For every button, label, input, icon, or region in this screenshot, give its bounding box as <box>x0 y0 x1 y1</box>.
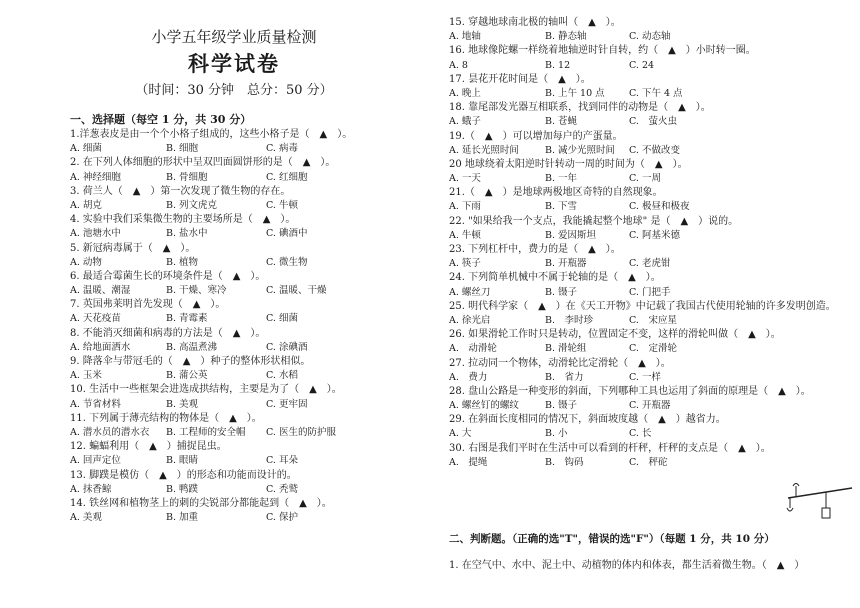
question-text: 13. 脚蹼是模仿（ ▲ ）的形态和功能而设计的。 <box>70 469 297 481</box>
option-a[interactable]: A. 徐光启 <box>449 314 491 326</box>
answer-options <box>449 172 854 186</box>
answer-options <box>70 284 420 298</box>
option-c[interactable]: C. 宋应星 <box>629 314 677 326</box>
answer-options <box>449 30 854 44</box>
option-c[interactable]: C. 红细胞 <box>266 171 308 183</box>
option-a[interactable]: A. 地轴 <box>449 31 481 43</box>
question-text: 30. 右图是我们平时在生活中可以看到的杆秤，杆秤的支点是（ ▲ ）。 <box>449 442 771 454</box>
option-b[interactable]: B. 细胞 <box>166 143 199 155</box>
option-a[interactable]: A. 神经细胞 <box>70 171 121 183</box>
answer-options <box>449 115 854 129</box>
option-a[interactable]: A. 蛾子 <box>449 116 481 128</box>
option-a[interactable]: A. 细菌 <box>70 143 102 155</box>
answer-options <box>449 314 854 328</box>
option-b[interactable]: B. 下雪 <box>545 201 578 213</box>
option-b[interactable]: B. 高温煮沸 <box>166 341 218 353</box>
option-a[interactable]: A. 动滑轮 <box>449 343 497 355</box>
question-text: 27. 拉动同一个物体，动滑轮比定滑轮（ ▲ ）。 <box>449 357 671 369</box>
question-text: 8. 不能消灭细菌和病毒的方法是（ ▲ ）。 <box>70 327 266 339</box>
option-c[interactable]: C. 耳朵 <box>266 455 298 467</box>
option-a[interactable]: A. 潜水员的潜水衣 <box>70 426 150 438</box>
option-a[interactable]: A. 螺丝钉的螺纹 <box>449 400 519 412</box>
option-b[interactable]: B. 李时珍 <box>545 314 594 326</box>
option-a[interactable]: A. 美观 <box>70 512 102 524</box>
option-c[interactable]: C. 涂碘酒 <box>266 341 308 353</box>
question-text: 11. 下列属于薄壳结构的物体是（ ▲ ）。 <box>70 412 262 424</box>
section-heading: 一、选择题（每空 1 分，共 30 分） <box>70 113 252 126</box>
option-a[interactable]: A. 胡克 <box>70 199 102 211</box>
answer-options <box>449 427 854 441</box>
question-text: 24. 下列简单机械中不属于轮轴的是（ ▲ ）。 <box>449 272 661 284</box>
option-b[interactable]: B. 省力 <box>545 371 584 383</box>
option-a[interactable]: A. 延长光照时间 <box>449 144 519 156</box>
question-text: 1.洋葱表皮是由一个个小格子组成的，这些小格子是（ ▲ ）。 <box>70 129 353 140</box>
option-b[interactable]: B. 美观 <box>166 398 199 410</box>
question-text: 2. 在下列人体细胞的形状中呈双凹面圆饼形的是（ ▲ ）。 <box>70 157 336 169</box>
option-c[interactable]: C. 一样 <box>629 371 661 383</box>
option-c[interactable]: C. 定滑轮 <box>629 343 677 355</box>
question-text: 28. 盘山公路是一种变形的斜面，下列哪种工具也运用了斜面的原理是（ ▲ ）。 <box>449 385 811 397</box>
question-text: 29. 在斜面长度相同的情况下，斜面坡度越（ ▲ ）越省力。 <box>449 414 726 426</box>
option-c[interactable]: C. 更牢固 <box>266 398 308 410</box>
exam-meta: （时间：30 分钟 总分：50 分） <box>135 83 333 98</box>
answer-options <box>70 369 420 383</box>
question-text: 3. 荷兰人（ ▲ ）第一次发现了微生物的存在。 <box>70 185 291 197</box>
answer-options <box>449 456 854 470</box>
option-a[interactable]: A. 抹香鲸 <box>70 483 112 495</box>
option-c[interactable]: C. 开瓶器 <box>629 400 671 412</box>
answer-options <box>70 142 420 156</box>
option-a[interactable]: A. 一天 <box>449 173 481 185</box>
option-a[interactable]: A. 动物 <box>70 256 102 268</box>
option-b[interactable]: B. 青霉素 <box>166 313 208 325</box>
question-text: 9. 降落伞与带冠毛的（ ▲ ）种子的整体形状相似。 <box>70 356 311 367</box>
option-a[interactable]: A. 回声定位 <box>70 455 121 467</box>
option-c[interactable]: C. 阿基米德 <box>629 229 680 241</box>
option-b[interactable]: B. 滑轮组 <box>545 343 587 355</box>
option-c[interactable]: C. 门把手 <box>629 286 671 298</box>
option-a[interactable]: A. 温暖、潮湿 <box>70 285 131 297</box>
question-list-right <box>449 16 854 470</box>
option-b[interactable]: B. 鸭蹼 <box>166 483 199 495</box>
option-b[interactable]: B. 镊子 <box>545 400 578 412</box>
option-c[interactable]: C. 水稻 <box>266 370 298 382</box>
question-text: 19.（ ▲ ）可以增加每户的产蛋量。 <box>449 130 623 142</box>
option-b[interactable]: B. 列文虎克 <box>166 199 218 211</box>
option-c[interactable]: C. 温暖、干燥 <box>266 285 327 297</box>
answer-options <box>449 59 854 73</box>
option-b[interactable]: B. 钩码 <box>545 456 584 468</box>
option-c[interactable]: C. 微生物 <box>266 256 308 268</box>
answer-options <box>70 483 420 497</box>
answer-options <box>449 257 854 271</box>
answer-options <box>449 399 854 413</box>
option-c[interactable]: C. 秤砣 <box>629 456 668 468</box>
option-b[interactable]: B. 植物 <box>166 256 199 268</box>
steelyard-icon <box>782 478 854 524</box>
option-c[interactable]: C. 病毒 <box>266 143 298 155</box>
option-b[interactable]: B. 一年 <box>545 173 578 185</box>
exam-subject: 科学试卷 <box>188 51 280 76</box>
option-c[interactable]: C. 秃鹫 <box>266 483 298 495</box>
option-b[interactable]: B. 开瓶器 <box>545 258 587 270</box>
option-c[interactable]: C. 老虎钳 <box>629 258 671 270</box>
option-a[interactable]: A. 牛顿 <box>449 229 481 241</box>
question-text: 7. 英国弗莱明首先发现（ ▲ ）。 <box>70 299 226 311</box>
answer-options <box>70 511 420 525</box>
left-page <box>48 0 420 608</box>
answer-options <box>70 312 420 326</box>
question-text: 10. 生活中一些框架会进选成拱结构，主要是为了（ ▲ ）。 <box>70 384 342 396</box>
answer-options <box>449 342 854 356</box>
option-c[interactable]: C. 下午 4 点 <box>629 87 683 99</box>
answer-options <box>449 144 854 158</box>
option-b[interactable]: B. 蒲公英 <box>166 370 208 382</box>
option-c[interactable]: C. 保护 <box>266 512 298 524</box>
question-text: 20 地球绕着太阳逆时针转动一周的时间为（ ▲ ）。 <box>449 158 688 170</box>
option-a[interactable]: A. 给地面洒水 <box>70 341 131 353</box>
question-text: 4. 实验中我们采集微生物的主要场所是（ ▲ ）。 <box>70 214 296 226</box>
question-text: 6. 最适合霉菌生长的环境条件是（ ▲ ）。 <box>70 270 266 282</box>
question-text: 15. 穿越地球南北极的轴叫（ ▲ ）。 <box>449 17 621 28</box>
question-text: 12. 蝙蝠利用（ ▲ ）捕捉昆虫。 <box>70 441 227 453</box>
question-text: 5. 新冠病毒属于（ ▲ ）。 <box>70 242 196 254</box>
option-a[interactable]: A. 8 <box>449 59 468 71</box>
answer-options <box>70 454 420 468</box>
option-a[interactable]: A. 下雨 <box>449 201 481 213</box>
question-list-left <box>70 128 420 525</box>
option-c[interactable]: C. 医生的防护服 <box>266 426 336 438</box>
option-a[interactable]: A. 筷子 <box>449 258 481 270</box>
option-b[interactable]: B. 小 <box>545 428 568 440</box>
option-a[interactable]: A. 玉米 <box>70 370 102 382</box>
answer-options <box>449 286 854 300</box>
option-c[interactable]: C. 牛顿 <box>266 199 298 211</box>
option-a[interactable]: A. 晚上 <box>449 87 481 99</box>
answer-options <box>449 200 854 214</box>
option-b[interactable]: B. 眼睛 <box>166 455 199 467</box>
option-b[interactable]: B. 盐水中 <box>166 228 208 240</box>
question-text: 22. "如果给我一个支点，我能撬起整个地球" 是（ ▲ ）说的。 <box>449 215 739 227</box>
option-b[interactable]: B. 静态轴 <box>545 31 587 43</box>
option-c[interactable]: C. 不做改变 <box>629 144 680 156</box>
question-text: 17. 昙花开花时间是（ ▲ ）。 <box>449 73 591 85</box>
answer-options <box>70 426 420 440</box>
question-text: 21.（ ▲ ）是地球两极地区奇特的自然现象。 <box>449 187 663 199</box>
answer-options <box>70 227 420 241</box>
answer-options <box>70 199 420 213</box>
option-a[interactable]: A. 费力 <box>449 371 488 383</box>
option-c[interactable]: C. 极昼和极夜 <box>629 201 690 213</box>
option-a[interactable]: A. 大 <box>449 428 472 440</box>
option-b[interactable]: B. 干燥、寒冷 <box>166 285 227 297</box>
option-b[interactable]: B. 工程师的安全帽 <box>166 426 246 438</box>
option-c[interactable]: C. 动态轴 <box>629 31 671 43</box>
section-heading-judge: 二、判断题。（正确的选"T"，错误的选"F"）（每题 1 分，共 10 分） <box>449 533 775 545</box>
answer-options <box>70 256 420 270</box>
option-b[interactable]: B. 加重 <box>166 512 199 524</box>
answer-options <box>449 229 854 243</box>
option-a[interactable]: A. 池塘水中 <box>70 228 121 240</box>
answer-options <box>70 171 420 185</box>
option-b[interactable]: B. 12 <box>545 59 571 71</box>
answer-options <box>449 371 854 385</box>
option-b[interactable]: B. 减少光照时间 <box>545 144 616 156</box>
question-text: 26. 如果滑轮工作时只是转动，位置固定不变，这样的滑轮叫做（ ▲ ）。 <box>449 329 781 341</box>
option-b[interactable]: B. 苍蝇 <box>545 116 578 128</box>
option-a[interactable]: A. 螺丝刀 <box>449 286 491 298</box>
option-b[interactable]: B. 爱因斯坦 <box>545 229 597 241</box>
question-text: 23. 下列杠杆中，费力的是（ ▲ ）。 <box>449 244 621 255</box>
option-c[interactable]: C. 长 <box>629 428 652 440</box>
judge-question: 1. 在空气中、水中、泥土中、动植物的体内和体表，都生活着微生物。（ ▲ ） <box>449 560 805 571</box>
exam-title: 小学五年级学业质量检测 <box>151 28 317 46</box>
question-text: 14. 铁丝网和植物茎上的刺的尖锐部分都能起到（ ▲ ）。 <box>70 497 332 509</box>
option-c[interactable]: C. 细菌 <box>266 313 298 325</box>
question-text: 25. 明代科学家（ ▲ ）在《天工开物》中记载了我国古代使用轮轴的许多发明创造。 <box>449 300 836 312</box>
option-b[interactable]: B. 上午 10 点 <box>545 87 605 99</box>
question-text: 18. 靠尾部发光器互相联系，找到同伴的动物是（ ▲ ）。 <box>449 102 711 114</box>
option-c[interactable]: C. 24 <box>629 59 655 71</box>
answer-options <box>449 87 854 101</box>
option-c[interactable]: C. 一周 <box>629 173 661 185</box>
option-c[interactable]: C. 萤火虫 <box>629 116 677 128</box>
option-a[interactable]: A. 提绳 <box>449 456 488 468</box>
question-text: 16. 地球像陀螺一样绕着地轴逆时针自转，约（ ▲ ）小时转一圈。 <box>449 45 756 57</box>
option-c[interactable]: C. 碘酒中 <box>266 228 308 240</box>
option-b[interactable]: B. 骨细胞 <box>166 171 208 183</box>
answer-options <box>70 341 420 355</box>
option-b[interactable]: B. 镊子 <box>545 286 578 298</box>
option-a[interactable]: A. 节省材料 <box>70 398 121 410</box>
answer-options <box>70 398 420 412</box>
option-a[interactable]: A. 天花疫苗 <box>70 313 121 325</box>
